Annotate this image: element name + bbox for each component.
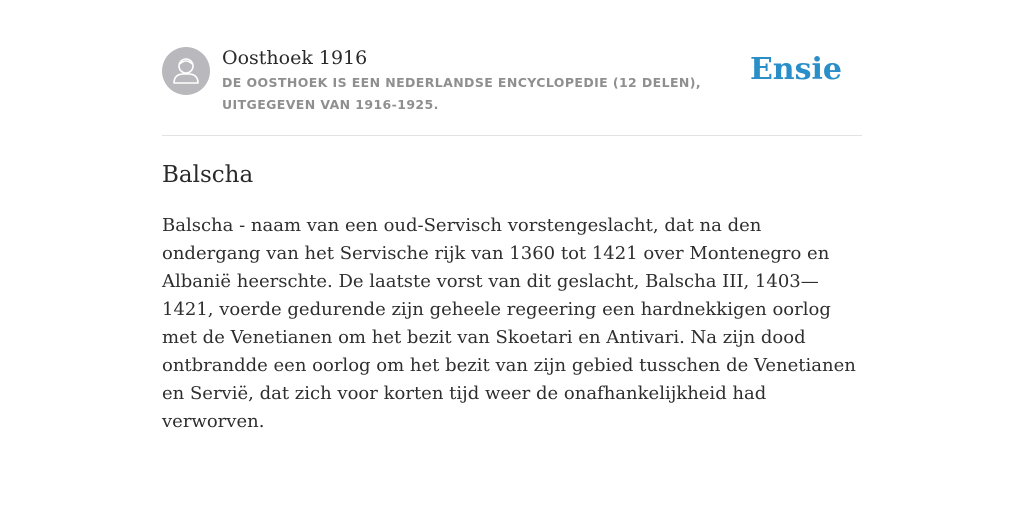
brand-logo[interactable]: Ensie [749, 52, 842, 87]
entry-body: Balscha - naam van een oud-Servisch vorstengeslacht, dat na den ondergang van het Servische rijk van 1360 tot 1421 over Montenegro en Albanië heerschte. De laatste vorst van dit geslacht, Balscha III, 1403—1421, voerde gedurende zijn geheele regeering een hardnekkigen oorlog met de Venetianen om het bezit van Skoetari en Antivari. Na zijn dood ontbrandde een oorlog om het bezit van zijn gebied tusschen de Venetianen en Servië, dat zich voor korten tijd weer de onafhankelijkheid had verworven. [162, 215, 856, 432]
source-header [162, 44, 862, 136]
source-title[interactable]: Oosthoek 1916 [222, 47, 368, 69]
entry-title: Balscha [162, 162, 254, 188]
source-description: DE OOSTHOEK IS EEN NEDERLANDSE ENCYCLOPEDIE (12 DELEN), UITGEGEVEN VAN 1916-1925. [222, 75, 702, 112]
avatar[interactable] [162, 47, 210, 95]
user-icon [162, 47, 210, 95]
